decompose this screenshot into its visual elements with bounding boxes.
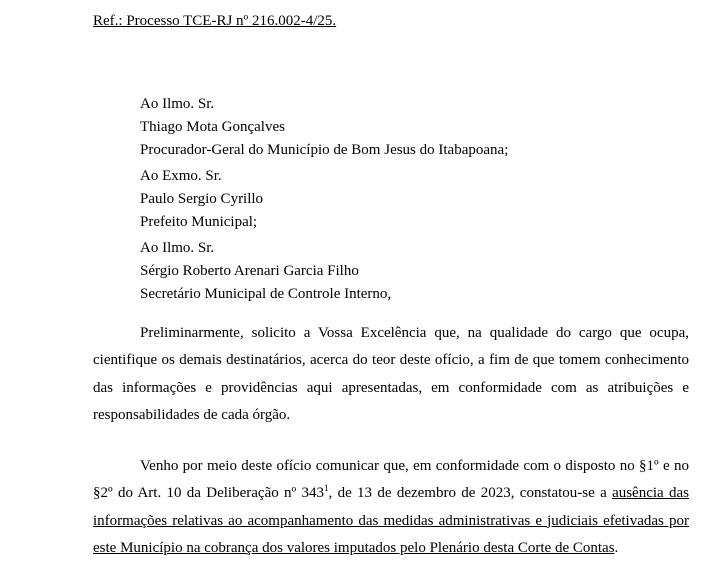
- reference-line: Ref.: Processo TCE-RJ nº 216.002-4/25.: [93, 13, 337, 29]
- addressee-salutation: Ao Ilmo. Sr.: [140, 240, 215, 256]
- addressee-role: Secretário Municipal de Controle Interno,: [140, 286, 392, 302]
- footnote-marker[interactable]: 1: [324, 483, 329, 494]
- addressee-role: Procurador-Geral do Município de Bom Jesus do Itabapoana;: [140, 142, 509, 158]
- paragraph-text: , de 13 de dezembro de 2023, constatou-se a: [328, 485, 613, 502]
- addressee-name: Paulo Sergio Cyrillo: [140, 191, 264, 207]
- addressee-role: Prefeito Municipal;: [140, 214, 258, 230]
- paragraph-text: Preliminarmente, solicito a Vossa Excelência que, na qualidade do cargo que ocupa, cientifique os demais destinatários, acerca do teor deste ofício, a fim de que tomem conhecimento das informações e providências aqui apresentadas, em conformidade com as atribuições e responsabilidades de cada órgão.: [93, 325, 689, 423]
- addressee-block: [140, 237, 391, 306]
- addressee-block: [140, 93, 508, 162]
- paragraph-communication: [93, 453, 689, 562]
- paragraph-end: .: [614, 539, 619, 556]
- addressee-salutation: Ao Exmo. Sr.: [140, 168, 222, 184]
- paragraph-text: Venho por meio deste ofício comunicar que, em conformidade com o disposto no §1º e no §2º do Art. 10 da Deliberação nº 343: [93, 458, 689, 502]
- addressee-name: Thiago Mota Gonçalves: [140, 119, 285, 135]
- addressee-block: [140, 165, 263, 234]
- paragraph-preliminary: [93, 320, 689, 429]
- underlined-finding: ausência das informações relativas ao acompanhamento das medidas administrativas e judiciais efetivadas por este Município na cobrança dos valores imputados pelo Plenário desta Corte de Contas: [93, 485, 690, 556]
- addressee-name: Sérgio Roberto Arenari Garcia Filho: [140, 263, 359, 279]
- addressee-salutation: Ao Ilmo. Sr.: [140, 96, 215, 112]
